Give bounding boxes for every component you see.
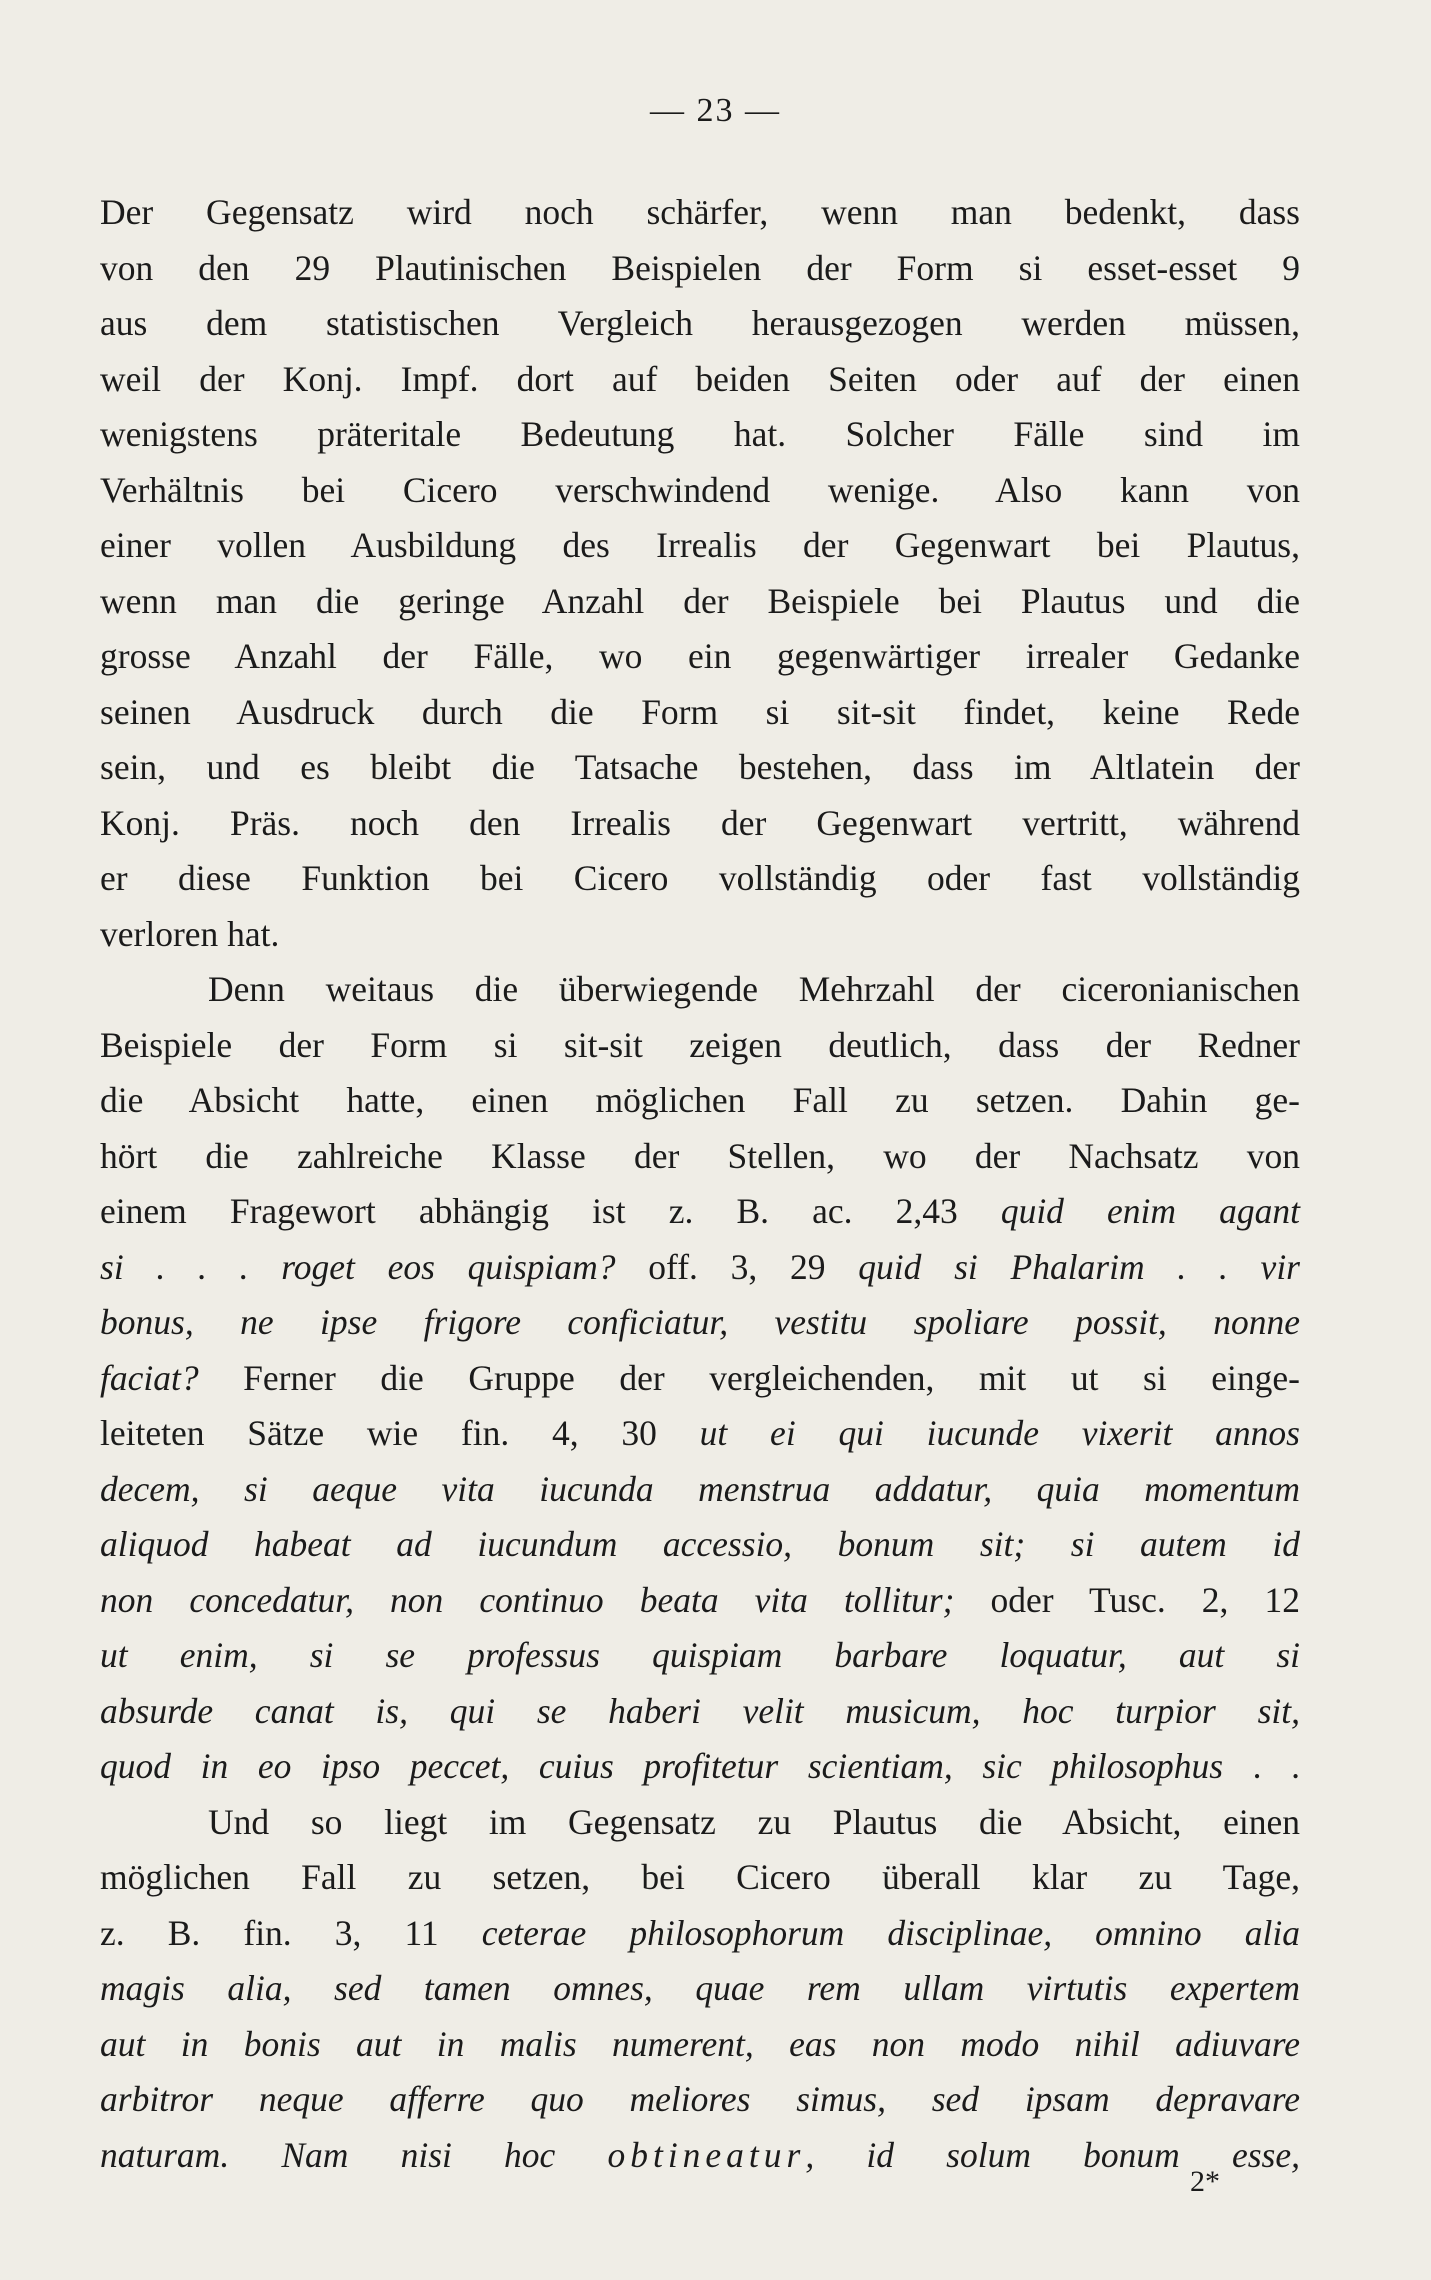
body-text xyxy=(100,185,1300,2183)
text-line: sein, und es bleibt die Tatsache bestehen, dass im Altlatein der xyxy=(100,747,1300,787)
text-line: hört die zahlreiche Klasse der Stellen, wo der Nachsatz von xyxy=(100,1135,1300,1176)
text-line: Konj. Präs. noch den Irrealis der Gegenwart vertritt, während xyxy=(100,802,1300,843)
text-line: Denn weitaus die überwiegende Mehrzahl der ciceronianischen xyxy=(208,969,1300,1009)
text-line: z. B. fin. 3, 11 ceterae philosophorum disciplinae, omnino alia xyxy=(100,1912,1300,1953)
text-line: non concedatur, non continuo beata vita tollitur; oder Tusc. 2, 12 xyxy=(100,1579,1300,1620)
text-line: aut in bonis aut in malis numerent, eas non modo nihil adiuvare xyxy=(100,2023,1300,2064)
text-line: magis alia, sed tamen omnes, quae rem ullam virtutis expertem xyxy=(100,1968,1300,2008)
text-line: einer vollen Ausbildung des Irrealis der Gegenwart bei Plautus, xyxy=(100,525,1300,565)
text-line: Und so liegt im Gegensatz zu Plautus die Absicht, einen xyxy=(208,1801,1300,1842)
text-line: faciat? Ferner die Gruppe der vergleichenden, mit ut si einge- xyxy=(100,1357,1300,1398)
text-line: quod in eo ipso peccet, cuius profitetur scientiam, sic philosophus . . xyxy=(100,1746,1300,1786)
text-line: absurde canat is, qui se haberi velit musicum, hoc turpior sit, xyxy=(100,1690,1300,1731)
text-line: einem Fragewort abhängig ist z. B. ac. 2,43 quid enim agant xyxy=(100,1191,1300,1231)
text-line: möglichen Fall zu setzen, bei Cicero überall klar zu Tage, xyxy=(100,1857,1300,1897)
text-line: weil der Konj. Impf. dort auf beiden Seiten oder auf der einen xyxy=(100,358,1300,399)
text-line: die Absicht hatte, einen möglichen Fall zu setzen. Dahin ge- xyxy=(100,1080,1300,1120)
text-line: grosse Anzahl der Fälle, wo ein gegenwärtiger irrealer Gedanke xyxy=(100,636,1300,676)
text-line: bonus, ne ipse frigore conficiatur, vestitu spoliare possit, nonne xyxy=(100,1302,1300,1342)
text-line: Der Gegensatz wird noch schärfer, wenn man bedenkt, dass xyxy=(100,192,1300,232)
signature-mark: 2* xyxy=(1190,2165,1220,2198)
text-line: aliquod habeat ad iucundum accessio, bonum sit; si autem id xyxy=(100,1524,1300,1564)
text-line: ut enim, si se professus quispiam barbare loquatur, aut si xyxy=(100,1635,1300,1675)
text-line: leiteten Sätze wie fin. 4, 30 ut ei qui iucunde vixerit annos xyxy=(100,1413,1300,1453)
text-line: decem, si aeque vita iucunda menstrua addatur, quia momentum xyxy=(100,1468,1300,1509)
text-line: seinen Ausdruck durch die Form si sit-sit findet, keine Rede xyxy=(100,691,1300,732)
text-line: si . . . roget eos quispiam? off. 3, 29 quid si Phalarim . . vir xyxy=(100,1246,1300,1287)
text-line: von den 29 Plautinischen Beispielen der Form si esset-esset 9 xyxy=(100,247,1300,288)
text-line: aus dem statistischen Vergleich herausgezogen werden müssen, xyxy=(100,303,1300,343)
text-line: wenigstens präteritale Bedeutung hat. Solcher Fälle sind im xyxy=(100,414,1300,454)
text-line: Verhältnis bei Cicero verschwindend wenige. Also kann von xyxy=(100,469,1300,510)
text-line: naturam. Nam nisi hoc obtineatur, id solum bonum esse, xyxy=(100,2134,1300,2175)
text-line: er diese Funktion bei Cicero vollständig oder fast vollständig xyxy=(100,858,1300,898)
text-line: wenn man die geringe Anzahl der Beispiele bei Plautus und die xyxy=(100,580,1300,621)
text-line: arbitror neque afferre quo meliores simus, sed ipsam depravare xyxy=(100,2079,1300,2119)
page-number-header: — 23 — xyxy=(650,92,781,129)
text-line: Beispiele der Form si sit-sit zeigen deutlich, dass der Redner xyxy=(100,1024,1300,1065)
text-line: verloren hat. xyxy=(100,913,280,954)
